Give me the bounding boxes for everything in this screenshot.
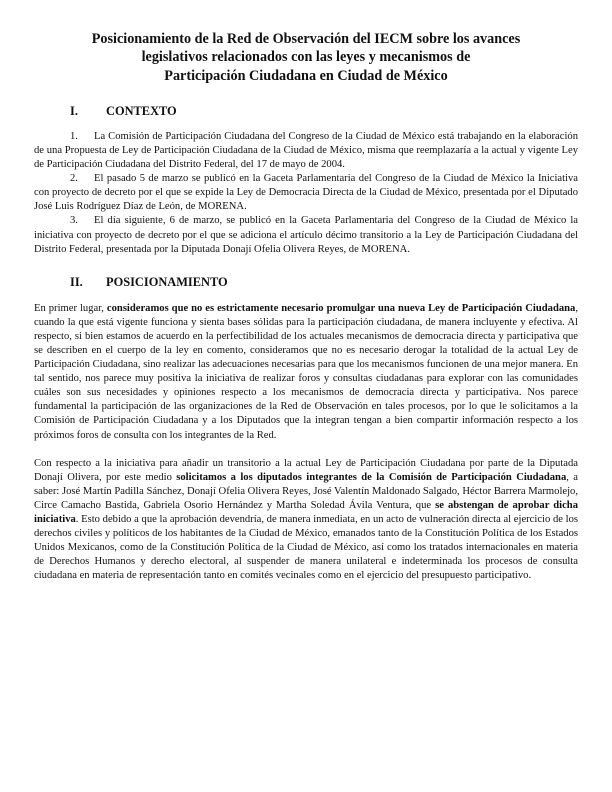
paragraph-text: , cuando la que está vigente funciona y sienta bases sólidas para la participación ciudadana, de manera incluyente y efectiva. Al respecto, si bien estamos de acuerdo en la perfectibilidad de los actuales mecanismos de democracia directa y participativa que se describen en el cuerpo de la ley en comento, consideramos que no es necesario derogar la totalidad de la actual Ley de Participación Ciudadana, sino realizar las adecuaciones necesarias para que los mecanismos funcionen de una mejor manera. En tal sentido, nos parece muy positiva la iniciativa de realizar foros y consultas ciudadanas para explorar con las comunidades cuáles son sus necesidades y opiniones respecto a los mecanismos de democracia directa y participativa. Nos parece fundamental la participación de las organizaciones de la Red de Observación en tales procesos, por lo que le solicitamos a la Comisión de Participación Ciudadana y a los Diputados que la integran tengan a bien compartir información respecto a los próximos foros de consulta con los integrantes de la Red.	[34, 302, 578, 441]
section-heading-contexto	[34, 103, 578, 119]
section-number: I.	[70, 103, 78, 118]
item-text: El día siguiente, 6 de marzo, se publicó en la Gaceta Parlamentaria del Congreso de la Ciudad de México la iniciativa con proyecto de decreto por el que se adiciona el artículo décimo transitorio a la Ley de Participación Ciudadana del Distrito Federal, presentada por la Diputada Donají Ofelia Olivera Reyes, de MORENA.	[34, 215, 578, 255]
context-item-3	[34, 214, 578, 256]
context-item-1	[34, 130, 578, 172]
section-title: POSICIONAMIENTO	[106, 274, 228, 289]
paragraph-text: . Esto debido a que la aprobación devendría, de manera inmediata, en un acto de vulneración directa al ejercicio de los derechos civiles y políticos de los habitantes de la Ciudad de México, emanados tanto de la Constitución Política de los Estados Unidos Mexicanos, como de la Constitución Política de la Ciudad de México, así como los tratados internacionales en materia de Derechos Humanos y derecho electoral, al suspender de manera unilateral e indeterminada los procesos de consulta ciudadana en materia de representación tanto en comités vecinales como en el ejercicio del presupuesto participativo.	[34, 514, 578, 582]
section-heading-posicionamiento	[34, 274, 578, 290]
body-paragraph-1	[34, 302, 578, 443]
paragraph-emphasis: se abstengan de aprobar dicha iniciativa	[34, 499, 578, 526]
paragraph-text: Con respecto a la iniciativa para añadir un transitorio a la actual Ley de Participación Ciudadana por parte de la Diputada Donají Olivera, por este medio	[34, 457, 578, 483]
item-text: El pasado 5 de marzo se publicó en la Gaceta Parlamentaria del Congreso de la Ciudad de México la Iniciativa con proyecto de decreto por el que se expide la Ley de Democracia Directa de la Ciudad de México, presentada por el Diputado José Luis Rodríguez Díaz de León, de MORENA.	[34, 173, 578, 213]
title-line-1: Posicionamiento de la Red de Observación del IECM sobre los avances	[91, 31, 521, 47]
document-title	[44, 30, 568, 85]
paragraph-emphasis: solicitamos a los diputados integrantes de la Comisión de Participación Ciudadana	[176, 471, 567, 483]
context-item-2	[34, 172, 578, 214]
section-number: II.	[70, 274, 83, 289]
paragraph-text: En primer lugar,	[34, 302, 107, 314]
item-number: 2.	[70, 173, 78, 185]
title-line-2: legislativos relacionados con las leyes y mecanismos de	[141, 49, 471, 66]
item-number: 3.	[70, 215, 78, 227]
body-paragraph-2	[34, 457, 578, 584]
item-text: La Comisión de Participación Ciudadana del Congreso de la Ciudad de México está trabajando en la elaboración de una Propuesta de Ley de Participación Ciudadana de la Ciudad de México, misma que reemplazaría a la actual y vigente Ley de Participación Ciudadana del Distrito Federal, del 17 de mayo de 2004.	[34, 130, 578, 171]
paragraph-emphasis: consideramos que no es estrictamente necesario promulgar una nueva Ley de Participación Ciudadana	[106, 302, 576, 314]
section-title: CONTEXTO	[106, 103, 177, 118]
title-line-3: Participación Ciudadana en Ciudad de México	[164, 67, 448, 84]
paragraph-text: , a saber: José Martín Padilla Sánchez, Donají Ofelia Olivera Reyes, José Valentín Maldonado Salgado, Héctor Barrera Marmolejo, Circe Camacho Bastida, Gabriela Osorio Hernández y Martha Soledad Ávila Ventura, que	[34, 471, 578, 511]
item-number: 1.	[70, 130, 78, 142]
